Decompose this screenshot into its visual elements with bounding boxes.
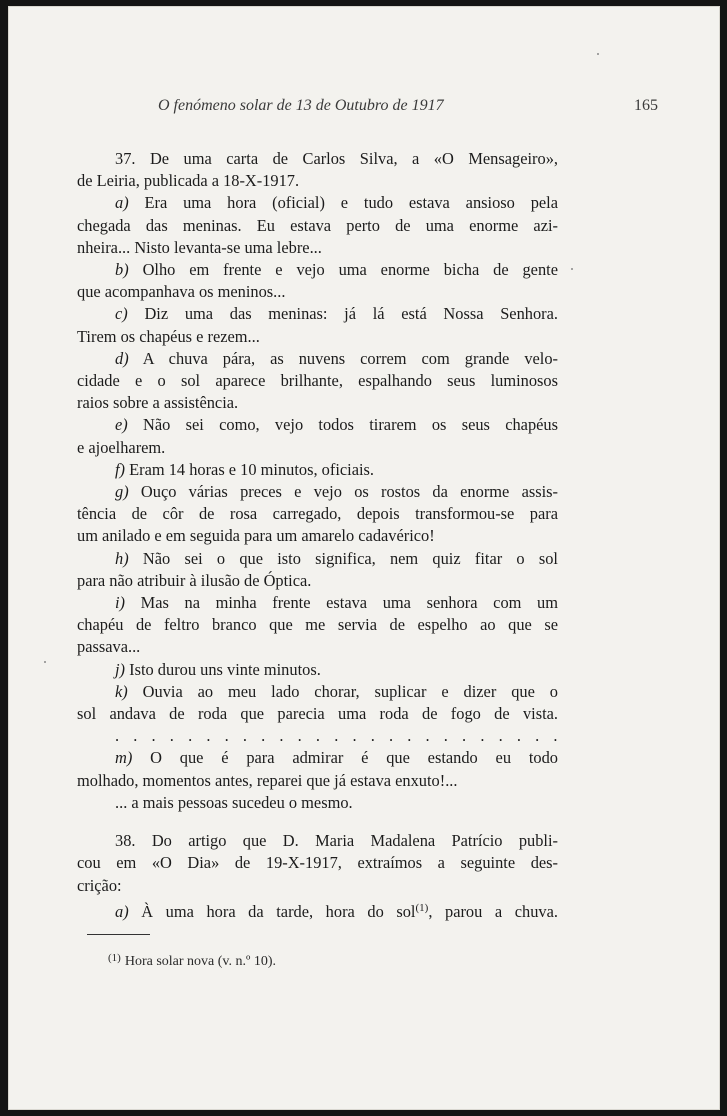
- item-i-line-1: [77, 592, 558, 614]
- item-d-label: d): [115, 348, 129, 368]
- footnote-rule: [87, 934, 150, 935]
- item-d-text-1: A chuva pára, as nuvens correm com grande velo-: [142, 348, 559, 368]
- section-37-tail: ... a mais pessoas sucedeu o mesmo.: [115, 792, 353, 812]
- item-k-line-2: sol andava de roda que parecia uma roda de fogo de vista.: [77, 704, 558, 724]
- footnote: [108, 949, 276, 971]
- item-c-line-1: [77, 303, 558, 325]
- section-38-intro-line-3: crição:: [77, 875, 122, 895]
- section-37-intro-line-2: de Leiria, publicada a 18-X-1917.: [77, 171, 300, 191]
- page-number: 165: [634, 97, 658, 114]
- item-c-line-2: Tirem os chapéus e rezem...: [77, 326, 260, 346]
- item-m-line-1: [77, 747, 558, 769]
- item-a-label: a): [115, 193, 129, 213]
- item-a-line-1: [77, 192, 558, 214]
- item-m-text-1: O que é para admirar é que estando eu todo: [150, 748, 558, 768]
- item-b-text-1: Olho em frente e vejo uma enorme bicha de gente: [142, 260, 558, 280]
- section-38-intro-line-2: cou em «O Dia» de 19-X-1917, extraímos a seguinte des-: [77, 853, 558, 873]
- footnote-reference: (1): [415, 901, 429, 914]
- footnote-text: Hora solar nova (v. n.º 10).: [124, 954, 276, 969]
- item-i-line-3: passava...: [77, 637, 141, 657]
- item-j-text-1: Isto durou uns vinte minutos.: [129, 659, 321, 679]
- item-h-text-1: Não sei o que isto significa, nem quiz fitar o sol: [142, 548, 558, 568]
- item-a-line-3: nheira... Nisto levanta-se uma lebre...: [77, 237, 322, 257]
- item-k-text-1: Ouvia ao meu lado chorar, suplicar e dizer que o: [142, 681, 558, 701]
- item-g-label: g): [115, 482, 129, 502]
- item-f-label: f): [115, 459, 126, 479]
- section-38-item-a-text-end: , parou a chuva.: [428, 901, 558, 921]
- item-e-label: e): [115, 415, 128, 435]
- item-m-line-2: molhado, momentos antes, reparei que já estava enxuto!...: [77, 770, 458, 790]
- item-d-line-2: cidade e o sol aparece brilhante, espalhando seus luminosos: [77, 371, 558, 391]
- ellipsis-dots-row: . . . . . . . . . . . . . . . . . . . . . . . . .: [115, 726, 558, 746]
- paper-speck: [597, 53, 599, 55]
- item-c-label: c): [115, 304, 128, 324]
- item-c-text-1: Diz uma das meninas: já lá está Nossa Senhora.: [144, 304, 559, 324]
- item-g-line-3: um anilado e em seguida para um amarelo cadavérico!: [77, 526, 435, 546]
- item-g-line-2: tência de côr de rosa carregado, depois transformou-se para: [77, 504, 558, 524]
- item-j-label: j): [115, 659, 126, 679]
- section-38-intro-line-1: 38. Do artigo que D. Maria Madalena Patrício publi-: [115, 831, 558, 851]
- item-f-line-1: [77, 459, 558, 481]
- body-text: [77, 148, 558, 923]
- item-i-label: i): [115, 593, 126, 613]
- item-b-line-1: [77, 259, 558, 281]
- item-i-line-2: chapéu de feltro branco que me servia de espelho ao que se: [77, 615, 558, 635]
- item-f-text-1: Eram 14 horas e 10 minutos, oficiais.: [129, 459, 375, 479]
- section-38-item-a-line-1: [77, 897, 558, 923]
- item-b-line-2: que acompanhava os meninos...: [77, 282, 286, 302]
- footnote-mark: (1): [108, 952, 121, 964]
- item-a-line-2: chegada das meninas. Eu estava perto de uma enorme azi-: [77, 215, 558, 235]
- item-j-line-1: [77, 659, 558, 681]
- item-a-text-1: Era uma hora (oficial) e tudo estava ansioso pela: [144, 193, 558, 213]
- item-e-line-2: e ajoelharem.: [77, 437, 166, 457]
- item-k-label: k): [115, 681, 128, 701]
- book-page: [8, 6, 720, 1110]
- paper-speck: [44, 661, 46, 663]
- item-d-line-3: raios sobre a assistência.: [77, 393, 239, 413]
- item-g-line-1: [77, 481, 558, 503]
- item-e-line-1: [77, 414, 558, 436]
- paper-speck: [571, 268, 573, 270]
- item-h-label: h): [115, 548, 129, 568]
- running-title: O fenómeno solar de 13 de Outubro de 1917: [158, 97, 444, 114]
- item-m-label: m): [115, 748, 133, 768]
- item-g-text-1: Ouço várias preces e vejo os rostos da enorme assis-: [140, 482, 558, 502]
- item-h-line-2: para não atribuir à ilusão de Óptica.: [77, 570, 312, 590]
- section-38-item-a-label: a): [115, 901, 129, 921]
- item-d-line-1: [77, 348, 558, 370]
- item-h-line-1: [77, 548, 558, 570]
- item-i-text-1: Mas na minha frente estava uma senhora com um: [140, 593, 558, 613]
- section-37-intro-line-1: 37. De uma carta de Carlos Silva, a «O Mensageiro»,: [115, 149, 558, 168]
- item-b-label: b): [115, 260, 129, 280]
- section-gap: [77, 814, 558, 830]
- item-k-line-1: [77, 681, 558, 703]
- section-38-item-a-text: À uma hora da tarde, hora do sol: [141, 901, 416, 921]
- item-e-text-1: Não sei como, vejo todos tirarem os seus chapéus: [143, 415, 558, 435]
